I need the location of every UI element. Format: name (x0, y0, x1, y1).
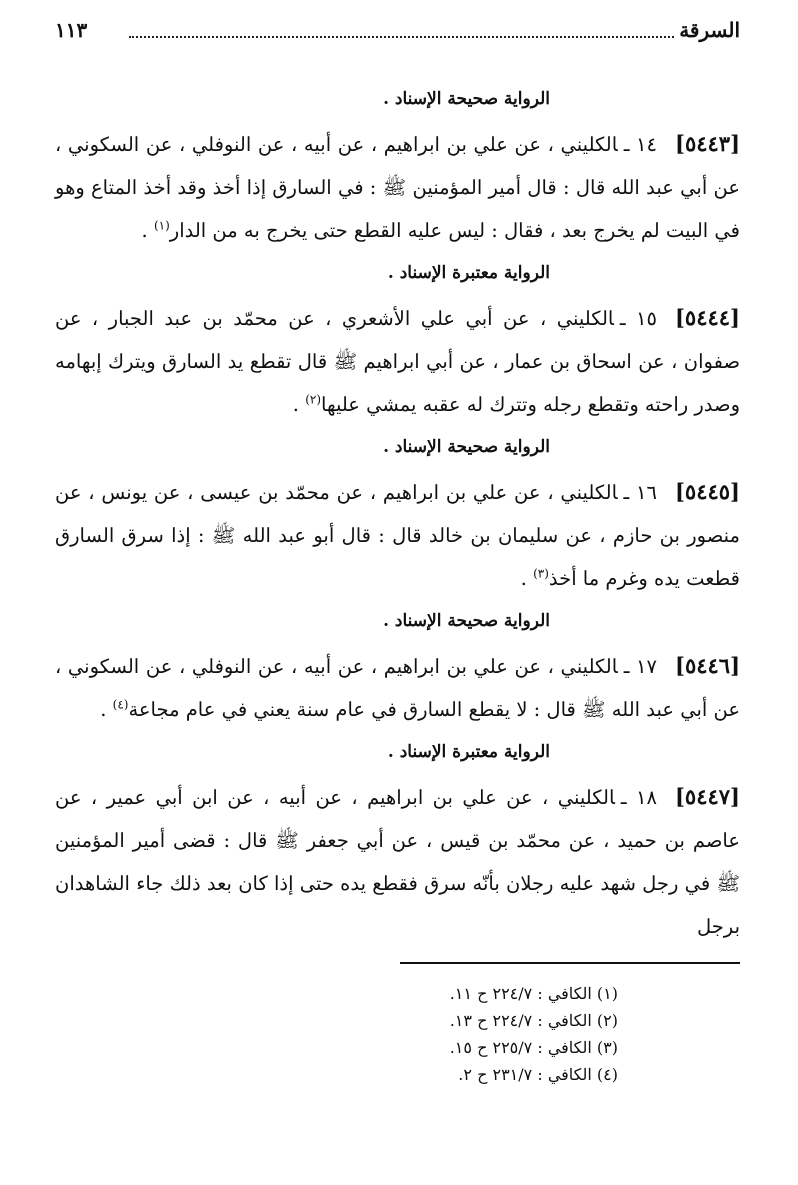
hadith-text: الكليني ، عن علي بن ابراهيم ، عن أبيه ، عن النوفلي ، عن السكوني ، عن أبي عبد الله قال : قال أمير المؤمنين ﷺ : في السارق إذا أخذ وقد أخذ المتاع وهو في البيت لم يخرج بعد ، فقال : ليس عليه القطع حتى يخرج به من الدار (55, 133, 740, 242)
hadith-text: الكليني ، عن علي بن ابراهيم ، عن أبيه ، عن النوفلي ، عن السكوني ، عن أبي عبد الله ﷺ قال : لا يقطع السارق في عام سنة يعني في عام مجاعة (55, 655, 740, 721)
isnad-grade: الرواية صحيحة الإسناد . (383, 611, 550, 631)
hadith-end: . (292, 393, 306, 416)
header-dot-leader (129, 24, 674, 38)
footnotes (450, 980, 618, 1088)
hadith-entry (55, 296, 740, 426)
hadith-sequence: ١٦ ـ (623, 481, 657, 504)
hadith-text: الكليني ، عن علي بن ابراهيم ، عن أبيه ، عن ابن أبي عمير ، عن عاصم بن حميد ، عن محمّد بن قيس ، عن أبي جعفر ﷺ قال : قضى أمير المؤمنين ﷺ في رجل شهد عليه رجلان بأنّه سرق فقطع يده حتى إذا كان بعد ذلك جاء الشاهدان برجل (55, 786, 740, 938)
hadith-end: . (100, 698, 113, 721)
hadith-entry (55, 122, 740, 252)
hadith-number: [٥٤٤٤] (674, 305, 740, 330)
hadith-entry (55, 644, 740, 731)
isnad-grade: الرواية معتبرة الإسناد . (387, 742, 550, 762)
footnote-marker[interactable]: (١) (153, 218, 170, 233)
footnote-marker[interactable]: (٣) (533, 566, 549, 581)
page-body (55, 82, 740, 952)
chapter-title: السرقة (679, 18, 740, 42)
hadith-text: الكليني ، عن علي بن ابراهيم ، عن محمّد بن عيسى ، عن يونس ، عن منصور بن حازم ، عن سليمان بن خالد قال : قال أبو عبد الله ﷺ : إذا سرق السارق قطعت يده وغرم ما أخذ (55, 481, 740, 590)
footnote-marker[interactable]: (٤) (112, 697, 129, 712)
hadith-number: [٥٤٤٥] (674, 479, 740, 504)
hadith-end: . (141, 219, 154, 242)
hadith-sequence: ١٨ ـ (620, 786, 657, 809)
hadith-text: الكليني ، عن أبي علي الأشعري ، عن محمّد بن عبد الجبار ، عن صفوان ، عن اسحاق بن عمار ، عن أبي ابراهيم ﷺ قال تقطع يد السارق ويترك إبهامه وصدر راحته وتقطع رجله وتترك له عقبه يمشي عليها (55, 307, 740, 416)
isnad-grade: الرواية صحيحة الإسناد . (383, 437, 550, 457)
footnote-item: (١) الكافي : ٢٢٤/٧ ح ١١. (449, 984, 618, 1003)
hadith-end: . (520, 567, 534, 590)
footnote-item: (٤) الكافي : ٢٣١/٧ ح ٢. (458, 1065, 618, 1084)
hadith-sequence: ١٧ ـ (623, 655, 657, 678)
hadith-number: [٥٤٤٣] (675, 131, 740, 156)
hadith-number: [٥٤٤٧] (674, 784, 740, 809)
footnote-separator (400, 962, 740, 964)
hadith-number: [٥٤٤٦] (675, 653, 740, 678)
running-header (55, 14, 740, 50)
footnote-marker[interactable]: (٢) (305, 392, 322, 407)
footnote-item: (٢) الكافي : ٢٢٤/٧ ح ١٣. (449, 1011, 618, 1030)
isnad-grade: الرواية معتبرة الإسناد . (387, 263, 550, 283)
hadith-entry (55, 470, 740, 600)
hadith-entry (55, 775, 740, 948)
hadith-sequence: ١٤ ـ (623, 133, 657, 156)
footnote-item: (٣) الكافي : ٢٢٥/٧ ح ١٥. (449, 1038, 618, 1057)
page-number: ١١٣ (55, 18, 88, 42)
hadith-sequence: ١٥ ـ (619, 307, 657, 330)
isnad-grade: الرواية صحيحة الإسناد . (383, 89, 550, 109)
